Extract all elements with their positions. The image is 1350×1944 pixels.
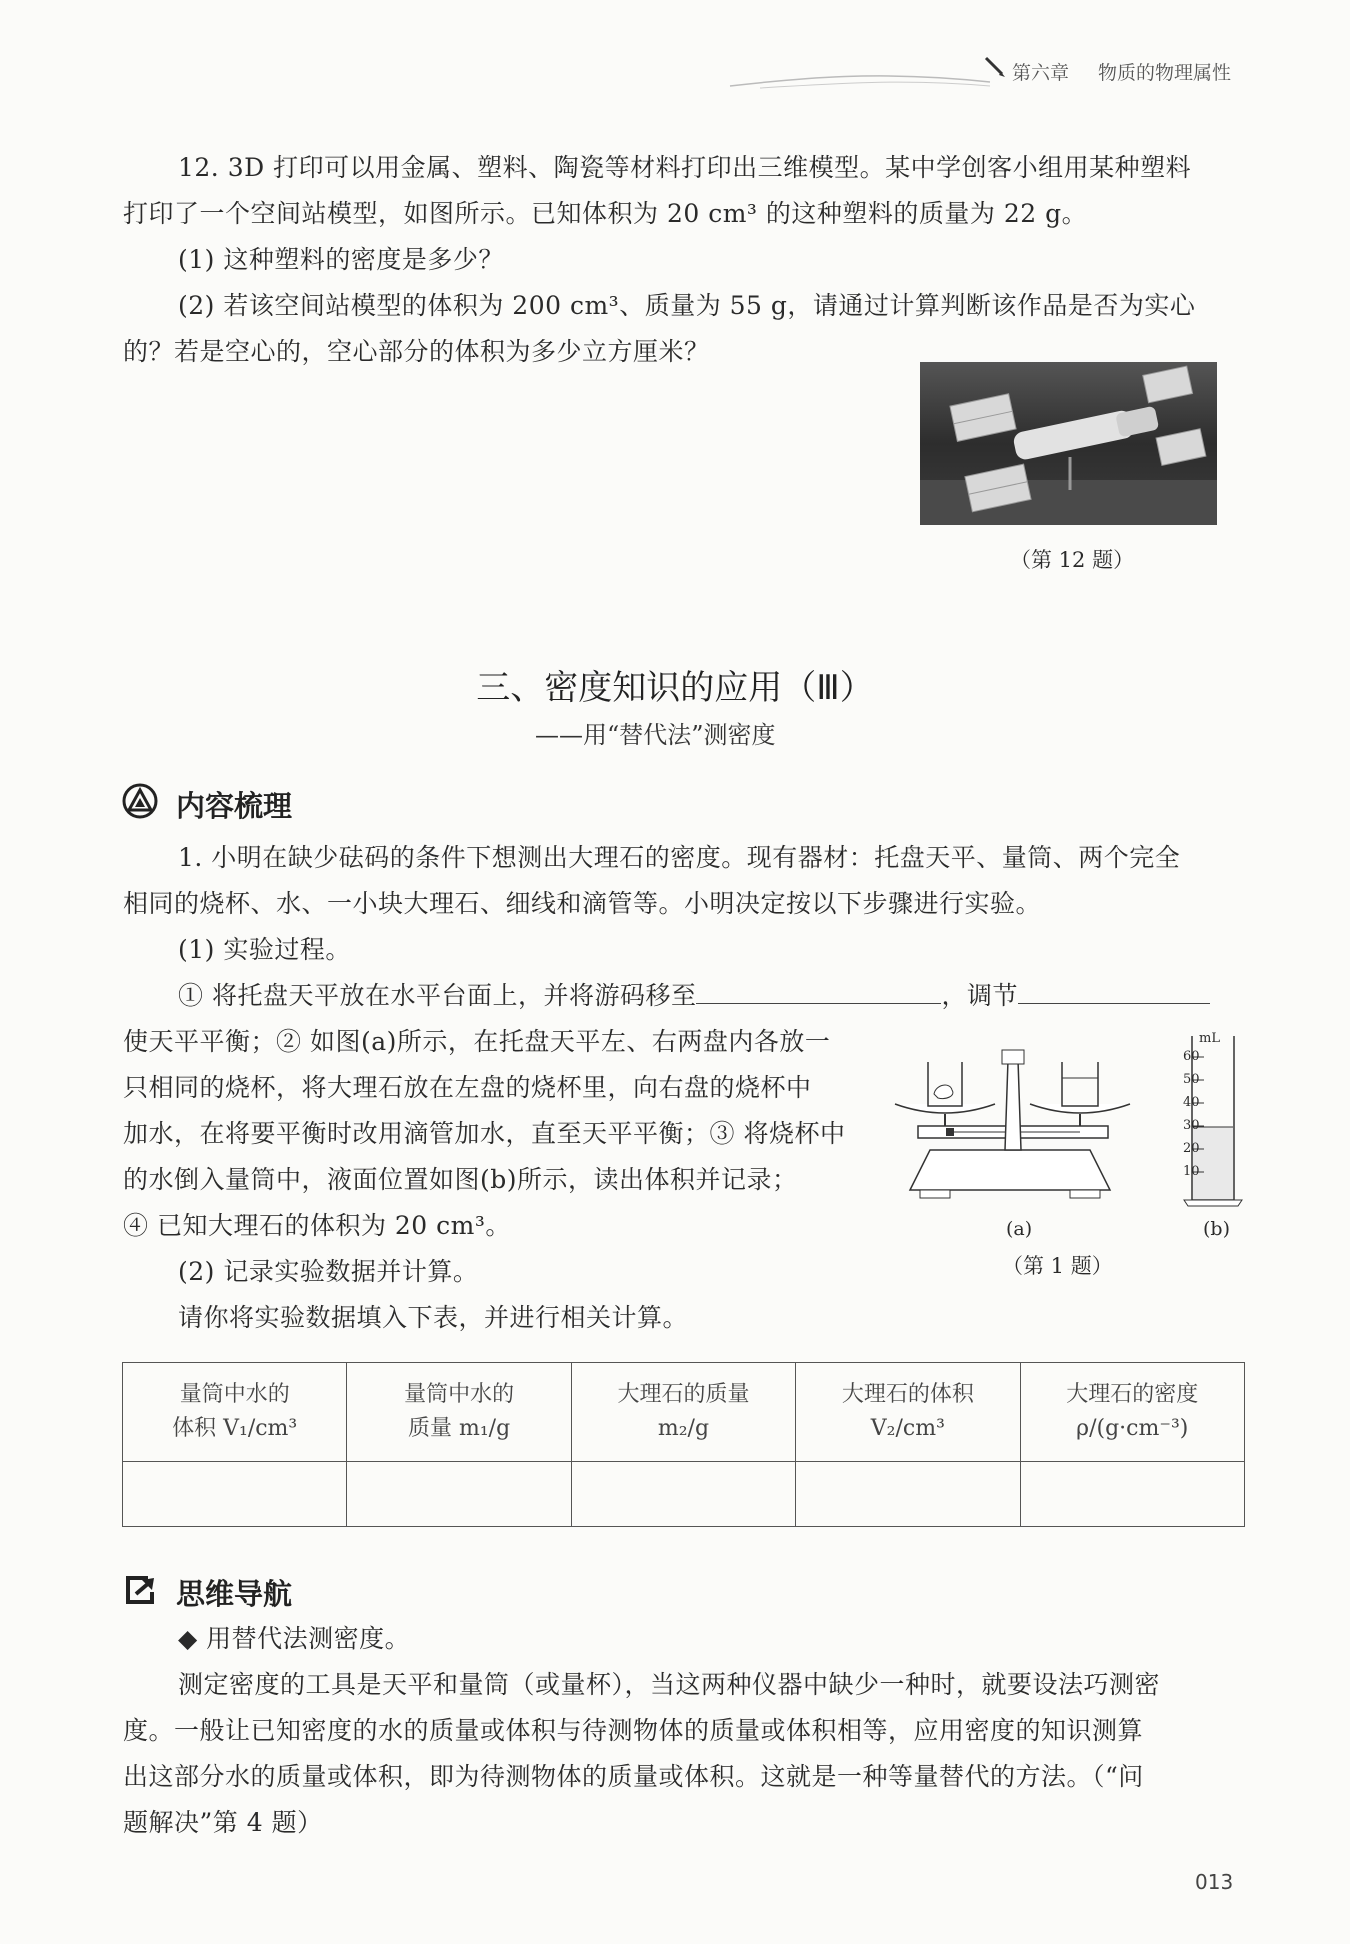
- step-title: (1) 实验过程。: [178, 935, 351, 964]
- q1-line1: 1. 小明在缺少砝码的条件下想测出大理石的密度。现有器材：托盘天平、量筒、两个完全: [178, 843, 1181, 872]
- blank-2[interactable]: [1018, 975, 1210, 1004]
- space-station-photo: [920, 362, 1217, 525]
- page-number: 013: [1195, 1870, 1234, 1894]
- table-input-cell[interactable]: [123, 1462, 347, 1527]
- header-title: 物质的物理属性: [1098, 62, 1232, 84]
- step1-text-a: ① 将托盘天平放在水平台面上，并将游码移至: [178, 981, 697, 1010]
- thinking-para-line1: 测定密度的工具是天平和量筒（或量杯），当这两种仪器中缺少一种时，就要设法巧测密: [178, 1670, 1161, 1699]
- section-title: 三、密度知识的应用（Ⅲ）: [476, 668, 874, 708]
- pencil-icon: [982, 54, 1008, 80]
- table-input-cell[interactable]: [796, 1462, 1020, 1527]
- fig-a-label: (a): [1006, 1218, 1033, 1240]
- q12-sub2-line1: (2) 若该空间站模型的体积为 200 cm³、质量为 55 g，请通过计算判断该作品是否为实心: [178, 291, 1196, 320]
- table-input-cell[interactable]: [347, 1462, 571, 1527]
- content-review-icon: [122, 783, 158, 819]
- table-header-cell: 量筒中水的 质量 m₁/g: [347, 1363, 571, 1462]
- table-header-cell: 大理石的体积 V₂/cm³: [796, 1363, 1020, 1462]
- thinking-para-line4: 题解决”第 4 题）: [123, 1808, 323, 1837]
- data-table: [122, 1362, 1245, 1527]
- q12-caption: （第 12 题）: [1010, 548, 1135, 572]
- header-swoosh: [700, 48, 1000, 98]
- q12-sub1: (1) 这种塑料的密度是多少？: [178, 245, 504, 274]
- header: [700, 48, 1260, 98]
- table-header-cell: 量筒中水的 体积 V₁/cm³: [123, 1363, 347, 1462]
- cylinder-tick-50: 50: [1183, 1072, 1200, 1087]
- text-line1: 使天平平衡；② 如图(a)所示，在托盘天平左、右两盘内各放一: [123, 1027, 831, 1056]
- table-input-cell[interactable]: [1020, 1462, 1244, 1527]
- table-input-cell[interactable]: [571, 1462, 795, 1527]
- cylinder-tick-60: 60: [1183, 1049, 1200, 1064]
- header-chapter: 第六章: [1012, 62, 1070, 84]
- record-instruction: 请你将实验数据填入下表，并进行相关计算。: [178, 1303, 689, 1332]
- text-line4: 的水倒入量筒中，液面位置如图(b)所示，读出体积并记录；: [123, 1165, 798, 1194]
- balance-figure: [890, 1040, 1140, 1210]
- step1-row: [123, 973, 1245, 1019]
- text-line3: 加水，在将要平衡时改用滴管加水，直至天平平衡；③ 将烧杯中: [123, 1119, 846, 1148]
- cylinder-tick-30: 30: [1183, 1118, 1200, 1133]
- thinking-heading: 思维导航: [176, 1577, 293, 1611]
- record-title: (2) 记录实验数据并计算。: [178, 1257, 479, 1286]
- content-review-heading: 内容梳理: [176, 789, 293, 823]
- q1-line2: 相同的烧杯、水、一小块大理石、细线和滴管等。小明决定按以下步骤进行实验。: [123, 889, 1042, 918]
- table-header-cell: 大理石的密度 ρ/(g·cm⁻³): [1020, 1363, 1244, 1462]
- cylinder-tick-40: 40: [1183, 1095, 1200, 1110]
- q12-sub2-line2: 的？若是空心的，空心部分的体积为多少立方厘米？: [123, 337, 710, 366]
- fig-caption: （第 1 题）: [1002, 1254, 1113, 1278]
- fig-b-label: (b): [1203, 1218, 1230, 1240]
- text-line5: ④ 已知大理石的体积为 20 cm³。: [123, 1211, 511, 1240]
- table-row: [123, 1462, 1245, 1527]
- thinking-nav-icon: [124, 1574, 158, 1606]
- section-subtitle: ——用“替代法”测密度: [535, 721, 776, 749]
- q12-line1: 12. 3D 打印可以用金属、塑料、陶瓷等材料打印出三维模型。某中学创客小组用某种塑料: [178, 153, 1192, 182]
- q12-line2: 打印了一个空间站模型，如图所示。已知体积为 20 cm³ 的这种塑料的质量为 22 g。: [123, 199, 1088, 228]
- table-header-cell: 大理石的质量 m₂/g: [571, 1363, 795, 1462]
- thinking-bullet: ◆ 用替代法测密度。: [178, 1624, 411, 1653]
- blank-1[interactable]: [696, 975, 941, 1004]
- thinking-para-line3: 出这部分水的质量或体积，即为待测物体的质量或体积。这就是一种等量替代的方法。（“问: [123, 1762, 1144, 1791]
- cylinder-tick-10: 10: [1183, 1164, 1200, 1179]
- step1-text-b: ，调节: [941, 981, 1018, 1010]
- table-header-row: [123, 1363, 1245, 1462]
- cylinder-unit: mL: [1199, 1031, 1220, 1046]
- thinking-para-line2: 度。一般让已知密度的水的质量或体积与待测物体的质量或体积相等，应用密度的知识测算: [123, 1716, 1144, 1745]
- cylinder-tick-20: 20: [1183, 1141, 1200, 1156]
- text-line2: 只相同的烧杯，将大理石放在左盘的烧杯里，向右盘的烧杯中: [123, 1073, 812, 1102]
